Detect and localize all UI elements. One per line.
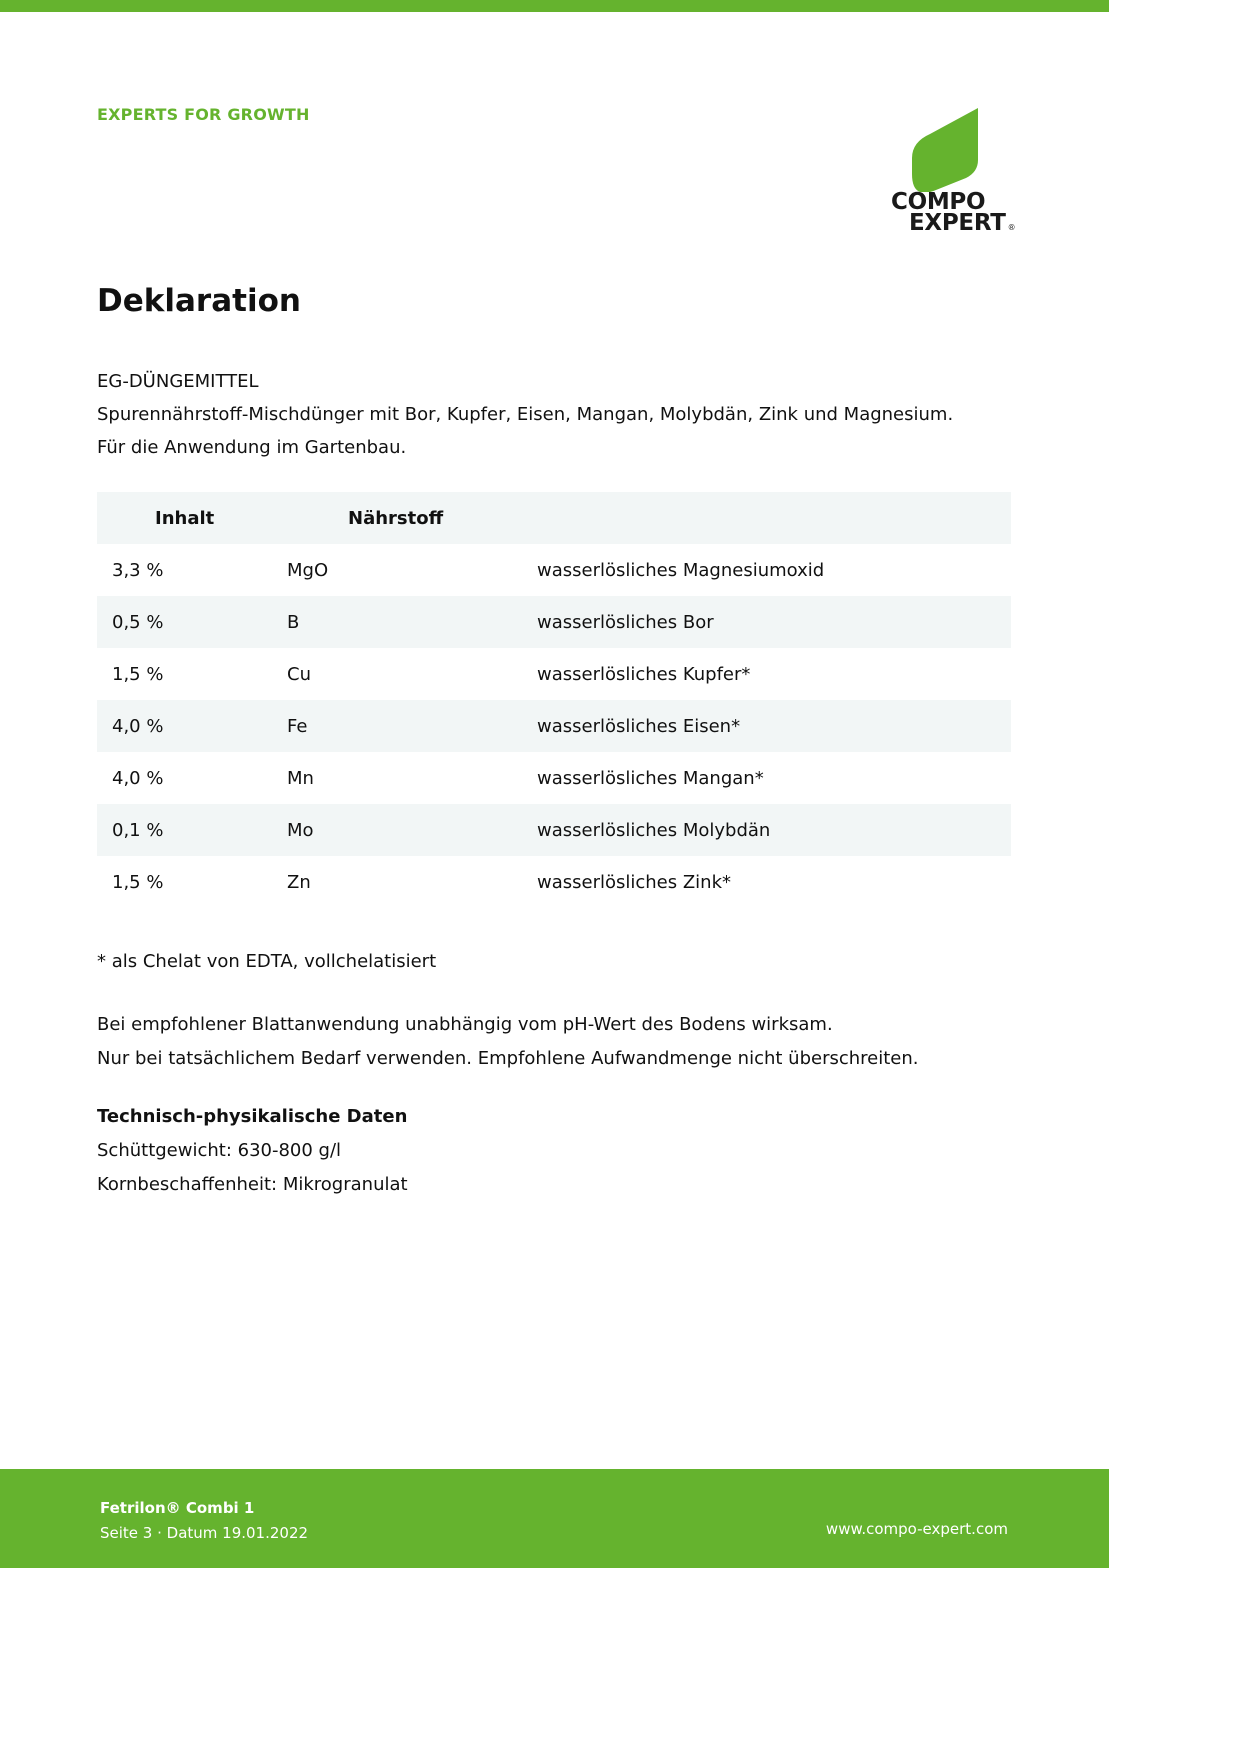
cell-description: wasserlösliches Mangan*: [537, 767, 764, 789]
usage-note-foliar: Bei empfohlener Blattanwendung unabhängig vom pH-Wert des Bodens wirksam.: [97, 1014, 833, 1035]
cell-description: wasserlösliches Zink*: [537, 871, 732, 893]
table-row: [97, 752, 1011, 804]
page-title: Deklaration: [97, 283, 301, 319]
compo-expert-logo: [888, 108, 1016, 238]
column-header-inhalt: Inhalt: [155, 507, 215, 529]
footer-website-link[interactable]: www.compo-expert.com: [825, 1520, 1008, 1538]
cell-content: 1,5 %: [112, 663, 164, 685]
fertilizer-usage: Für die Anwendung im Gartenbau.: [97, 437, 407, 458]
cell-nutrient: Fe: [287, 715, 308, 737]
table-row: [97, 804, 1011, 856]
registered-mark: ®: [1007, 223, 1016, 232]
logo-line-expert: EXPERT: [909, 210, 1006, 236]
grain-type: Kornbeschaffenheit: Mikrogranulat: [97, 1174, 408, 1195]
table-row: [97, 544, 1011, 596]
technical-data-heading: Technisch-physikalische Daten: [97, 1106, 408, 1127]
cell-nutrient: Zn: [287, 871, 311, 893]
footer-page-info: Seite 3 · Datum 19.01.2022: [100, 1524, 309, 1542]
cell-content: 0,1 %: [112, 819, 164, 841]
fertilizer-description: Spurennährstoff-Mischdünger mit Bor, Kupfer, Eisen, Mangan, Molybdän, Zink und Magnesium.: [97, 404, 954, 425]
cell-nutrient: MgO: [287, 559, 329, 581]
cell-content: 4,0 %: [112, 715, 164, 737]
top-accent-bar: [0, 0, 1109, 12]
chelate-footnote: * als Chelat von EDTA, vollchelatisiert: [97, 951, 437, 972]
table-row: [97, 700, 1011, 752]
cell-description: wasserlösliches Eisen*: [537, 715, 741, 737]
cell-description: wasserlösliches Kupfer*: [537, 663, 751, 685]
cell-nutrient: Mo: [287, 819, 314, 841]
cell-nutrient: Mn: [287, 767, 314, 789]
nutrient-table: [97, 492, 1011, 908]
cell-nutrient: Cu: [287, 663, 311, 685]
fertilizer-type: EG-DÜNGEMITTEL: [97, 371, 259, 392]
cell-description: wasserlösliches Molybdän: [537, 819, 771, 841]
table-row: [97, 596, 1011, 648]
footer-bar: [0, 1469, 1109, 1568]
cell-content: 1,5 %: [112, 871, 164, 893]
usage-notes: [97, 1008, 919, 1076]
logo-line-compo: COMPO: [891, 189, 986, 215]
cell-description: wasserlösliches Magnesiumoxid: [537, 559, 825, 581]
technical-data: [97, 1100, 408, 1202]
bulk-density: Schüttgewicht: 630-800 g/l: [97, 1140, 342, 1161]
logo-wordmark: [891, 189, 1016, 238]
intro-text: [97, 365, 953, 464]
table-row: [97, 856, 1011, 908]
column-header-naehrstoff: Nährstoff: [348, 507, 444, 529]
table-header-row: [97, 492, 1011, 544]
tagline: EXPERTS FOR GROWTH: [97, 105, 310, 124]
cell-content: 4,0 %: [112, 767, 164, 789]
footer-product-name: Fetrilon® Combi 1: [100, 1499, 255, 1517]
leaf-icon: [910, 108, 980, 192]
cell-nutrient: B: [287, 611, 300, 633]
usage-note-dosage: Nur bei tatsächlichem Bedarf verwenden. Empfohlene Aufwandmenge nicht überschreiten.: [97, 1048, 919, 1069]
cell-content: 3,3 %: [112, 559, 164, 581]
cell-content: 0,5 %: [112, 611, 164, 633]
column-header-description: [537, 492, 1011, 544]
table-row: [97, 648, 1011, 700]
cell-description: wasserlösliches Bor: [537, 611, 714, 633]
